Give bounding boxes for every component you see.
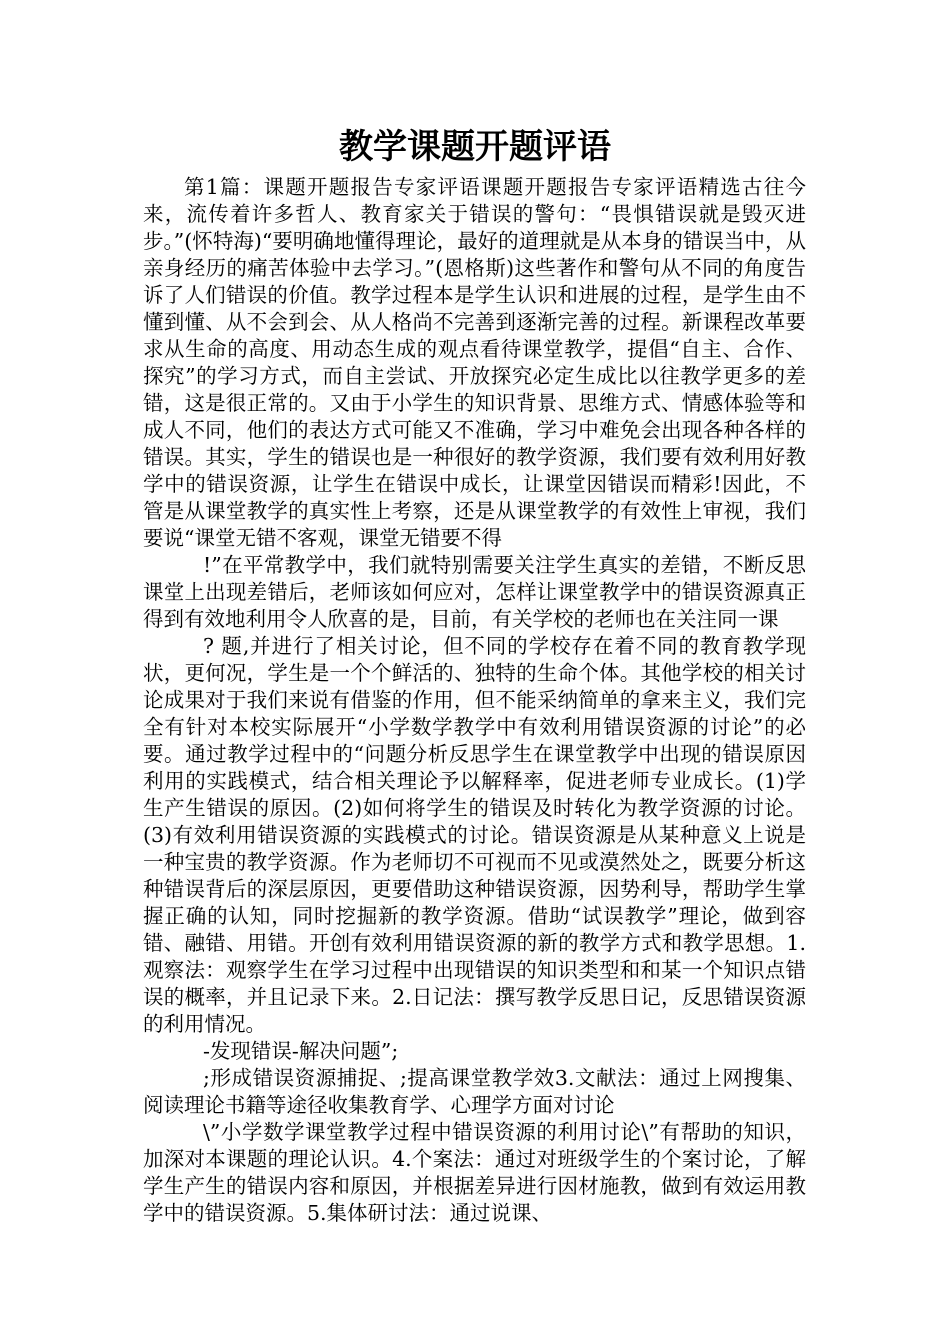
paragraph-4: -发现错误-解决问题”; xyxy=(203,1039,399,1063)
paragraph-5: ;形成错误资源捕捉、;提高课堂教学效3.文献法：通过上网搜集、阅读理论书籍等途径收集教育学、心理学方面对讨论 xyxy=(143,1066,806,1117)
paragraph-6: \”小学数学课堂教学过程中错误资源的利用讨论\”有帮助的知识，加深对本课题的理论认识。4.个案法：通过对班级学生的个案讨论，了解学生产生的错误内容和原因，并根据差异进行因材施教，做到有效运用教学中的错误资源。5.集体研讨法：通过说课、 xyxy=(143,1120,806,1225)
document-body xyxy=(143,174,806,1227)
paragraph-2: !”在平常教学中，我们就特别需要关注学生真实的差错，不断反思课堂上出现差错后，老师该如何应对，怎样让课堂教学中的错误资源真正得到有效地利用令人欣喜的是，目前，有关学校的老师也在关注同一课 xyxy=(143,553,806,631)
document-title: 教学课题开题评语 xyxy=(339,127,611,167)
paragraph-1: 第1篇：课题开题报告专家评语课题开题报告专家评语精选古往今来，流传着许多哲人、教育家关于错误的警句：“畏惧错误就是毁灭进步。”(怀特海)“要明确地懂得理论，最好的道理就是从本身的错误当中，从亲身经历的痛苦体验中去学习。”(恩格斯)这些著作和警句从不同的角度告诉了人们错误的价值。教学过程本是学生认识和进展的过程，是学生由不懂到懂、从不会到会、从人格尚不完善到逐渐完善的过程。新课程改革要求从生命的高度、用动态生成的观点看待课堂教学，提倡“自主、合作、探究”的学习方式，而自主尝试、开放探究必定生成比以往教学更多的差错，这是很正常的。又由于小学生的知识背景、思维方式、情感体验等和成人不同，他们的表达方式可能又不准确，学习中难免会出现各种各样的错误。其实，学生的错误也是一种很好的教学资源，我们要有效利用好教学中的错误资源，让学生在错误中成长，让课堂因错误而精彩!因此，不管是从课堂教学的真实性上考察，还是从课堂教学的有效性上审视，我们要说“课堂无错不客观，课堂无错要不得 xyxy=(143,175,806,550)
paragraph-3: ? 题,并进行了相关讨论，但不同的学校存在着不同的教育教学现状，更何况，学生是一个个鲜活的、独特的生命个体。其他学校的相关讨论成果对于我们来说有借鉴的作用，但不能采纳简单的拿来主义，我们完全有针对本校实际展开“小学数学教学中有效利用错误资源的讨论”的必要。通过教学过程中的“问题分析反思学生在课堂教学中出现的错误原因利用的实践模式，结合相关理论予以解释率，促进老师专业成长。(1)学生产生错误的原因。(2)如何将学生的错误及时转化为教学资源的讨论。(3)有效利用错误资源的实践模式的讨论。错误资源是从某种意义上说是一种宝贵的教学资源。作为老师切不可视而不见或漠然处之，既要分析这种错误背后的深层原因，更要借助这种错误资源，因势利导，帮助学生掌握正确的认知，同时挖掘新的教学资源。借助“试误教学”理论，做到容错、融错、用错。开创有效利用错误资源的新的教学方式和教学思想。1.观察法：观察学生在学习过程中出现错误的知识类型和和某一个知识点错误的概率，并且记录下来。2.日记法：撰写教学反思日记，反思错误资源的利用情况。 xyxy=(143,634,806,1036)
